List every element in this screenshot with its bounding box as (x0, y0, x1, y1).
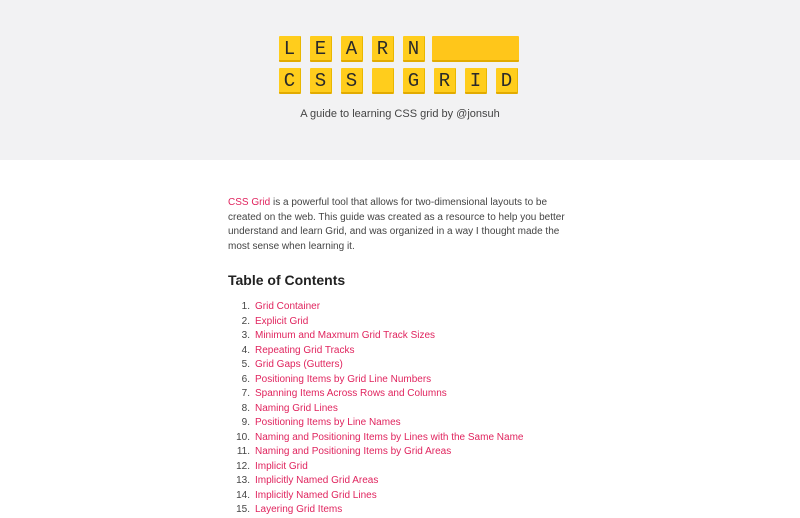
toc-item-number: 10. (236, 431, 250, 443)
toc-link[interactable]: Layering Grid Items (255, 504, 343, 515)
toc-item (228, 315, 578, 330)
toc-item (228, 373, 578, 388)
logo-tile: G (403, 68, 425, 94)
logo-tile: N (403, 36, 425, 62)
toc-link[interactable]: Naming Grid Lines (255, 402, 338, 414)
toc-item-number: 2. (241, 315, 250, 327)
toc-link[interactable]: Positioning Items by Grid Line Numbers (255, 373, 432, 385)
logo-tile: A (341, 36, 363, 62)
toc-item (228, 358, 578, 373)
toc-item-number: 14. (236, 489, 250, 501)
intro-paragraph (228, 196, 578, 254)
intro-text: is a powerful tool that allows for two-dimensional layouts to be created on the web. This guide was created as a resource to help you better understand and learn Grid, and was organized in a way I thought made the most sense when learning it. (228, 197, 565, 252)
logo-wide-tile (432, 36, 519, 62)
toc-item (228, 387, 578, 402)
logo-tile: L (279, 36, 301, 62)
logo-tile: D (496, 68, 518, 94)
toc-link[interactable]: Grid Container (255, 301, 321, 312)
toc-item-number: 4. (241, 344, 250, 356)
toc-item (228, 431, 578, 446)
toc-item-number: 13. (236, 475, 250, 486)
css-grid-link[interactable]: CSS Grid (228, 197, 271, 208)
toc-link[interactable]: Implicit Grid (255, 460, 308, 472)
toc-link[interactable]: Minimum and Maxmum Grid Track Sizes (255, 330, 436, 341)
logo-tile-blank (372, 68, 394, 94)
toc-link[interactable]: Spanning Items Across Rows and Columns (255, 388, 447, 399)
learn-css-grid-logo[interactable] (279, 36, 519, 94)
toc-item (228, 503, 578, 518)
toc-item (228, 416, 578, 431)
toc-heading: Table of Contents (228, 272, 346, 288)
toc-link[interactable]: Implicitly Named Grid Lines (255, 489, 377, 501)
logo-tile: R (372, 36, 394, 62)
main-content (228, 196, 578, 518)
toc-item (228, 329, 578, 344)
toc-item (228, 344, 578, 359)
toc-item-number: 6. (241, 373, 250, 385)
toc-item-number: 9. (241, 417, 250, 428)
toc-item (228, 445, 578, 460)
toc-item-number: 8. (241, 402, 250, 414)
toc-item (228, 300, 578, 315)
toc-link[interactable]: Implicitly Named Grid Areas (255, 475, 379, 486)
toc-link[interactable]: Explicit Grid (255, 315, 309, 327)
toc-item (228, 474, 578, 489)
toc-item-number: 12. (236, 460, 250, 472)
toc-item-number: 15. (236, 504, 250, 515)
header-hero (0, 0, 800, 160)
toc-link[interactable]: Positioning Items by Line Names (255, 417, 401, 428)
table-of-contents (228, 300, 578, 518)
toc-item (228, 489, 578, 504)
toc-link[interactable]: Naming and Positioning Items by Lines with the Same Name (255, 431, 524, 443)
toc-item (228, 460, 578, 475)
tagline: A guide to learning CSS grid by @jonsuh (300, 108, 500, 120)
toc-link[interactable]: Repeating Grid Tracks (255, 344, 355, 356)
toc-link[interactable]: Naming and Positioning Items by Grid Areas (255, 446, 452, 457)
toc-link[interactable]: Grid Gaps (Gutters) (255, 359, 343, 370)
logo-tile: I (465, 68, 487, 94)
toc-item-number: 11. (236, 446, 250, 457)
logo-tile: S (341, 68, 363, 94)
toc-item (228, 402, 578, 417)
toc-item-number: 1. (241, 301, 250, 312)
logo-tile: E (310, 36, 332, 62)
toc-item-number: 5. (241, 359, 250, 370)
toc-item-number: 7. (241, 388, 250, 399)
logo-tile: C (279, 68, 301, 94)
toc-item-number: 3. (241, 330, 250, 341)
logo-tile: S (310, 68, 332, 94)
logo-tile: R (434, 68, 456, 94)
